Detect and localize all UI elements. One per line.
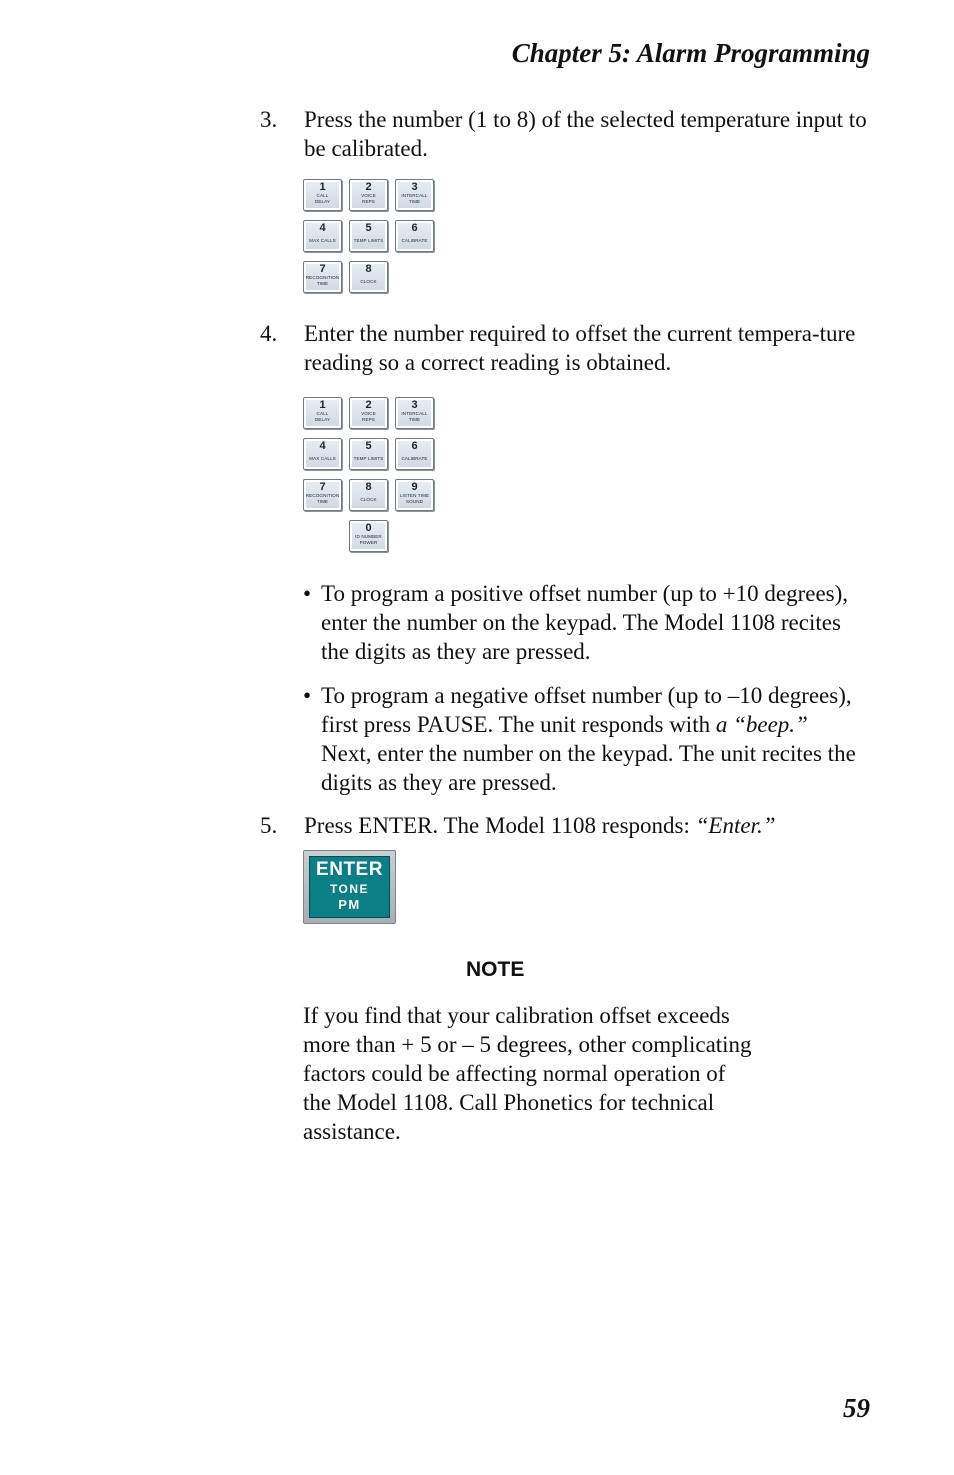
step-5 [260, 811, 870, 840]
bullet-symbol: • [303, 683, 312, 708]
enter-key-tone-label: TONE [329, 882, 370, 896]
keypad-key-8: 8 CLOCK [349, 261, 388, 293]
keypad-key-6: 6 CALIBRATE [395, 438, 434, 470]
note-body [303, 1001, 783, 1146]
note-line: the Model 1108. Call Phonetics for technical [303, 1090, 715, 1115]
keypad-key-0: 0 ID NUMBER POWER [349, 520, 388, 552]
keypad-key-1: 1 CALL DELAY [303, 179, 342, 211]
enter-key-pm-label: PM [338, 897, 361, 912]
bullet-text: To program a positive offset number (up to +10 degrees), enter the number on the keypad. The Model 1108 recites the digits as they are pressed. [321, 581, 849, 664]
keypad-key-3: 3 INTERCALL TIME [395, 179, 434, 211]
step-number: 3. [260, 107, 278, 132]
note-line: assistance. [303, 1119, 401, 1144]
note-line: If you find that your calibration offset exceeds [303, 1003, 730, 1028]
keypad-key-5: 5 TEMP LIMITS [349, 438, 388, 470]
note-title: NOTE [466, 958, 525, 981]
beep-quote: a “beep.” [715, 712, 808, 737]
enter-quote: “Enter.” [695, 813, 776, 838]
page-number: 59 [843, 1393, 870, 1423]
keypad-key-3: 3 INTERCALL TIME [395, 397, 434, 429]
keypad-key-7: 7 RECOGNITION TIME [303, 479, 342, 511]
step-number: 5. [260, 813, 278, 838]
note-line: factors could be affecting normal operation of [303, 1061, 726, 1086]
keypad-key-8: 8 CLOCK [349, 479, 388, 511]
step-text [304, 811, 870, 840]
keypad-key-4: 4 MAX CALLS [303, 220, 342, 252]
enter-key-face [309, 856, 390, 918]
keypad-key-7: 7 RECOGNITION TIME [303, 261, 342, 293]
step-4 [260, 319, 870, 377]
keypad-key-2: 2 VOICE REPS [349, 179, 388, 211]
keypad-key-1: 1 CALL DELAY [303, 397, 342, 429]
enter-key-label: ENTER [316, 859, 383, 880]
step-text: Press the number (1 to 8) of the selected temperature input to be calibrated. [304, 107, 867, 161]
bullet-symbol: • [303, 581, 312, 606]
bullet-negative-offset [303, 681, 868, 797]
keypad-key-4: 4 MAX CALLS [303, 438, 342, 470]
keypad-key-6: 6 CALIBRATE [395, 220, 434, 252]
note-line: more than + 5 or – 5 degrees, other complicating [303, 1032, 752, 1057]
keypad-key-9: 9 LISTEN TIME SOUND [395, 479, 434, 511]
keypad-key-2: 2 VOICE REPS [349, 397, 388, 429]
bullet-text-part: Next, enter the number on the keypad. The unit recites the digits as they are pressed. [321, 712, 862, 795]
step-text: Enter the number required to offset the current tempera-ture reading so a correct reading is obtained. [304, 321, 856, 375]
bullet-text-part: To program a negative offset number (up to –10 degrees), first press PAUSE. The unit responds with [321, 683, 852, 737]
keypad-key-5: 5 TEMP LIMITS [349, 220, 388, 252]
enter-key-diagram [303, 850, 396, 924]
step-number: 4. [260, 321, 278, 346]
step-3 [260, 105, 870, 163]
chapter-header: Chapter 5: Alarm Programming [511, 38, 870, 68]
bullet-positive-offset [303, 579, 868, 666]
step-text-part: Press ENTER. The Model 1108 responds: [304, 813, 696, 838]
bullet-text [321, 681, 868, 797]
